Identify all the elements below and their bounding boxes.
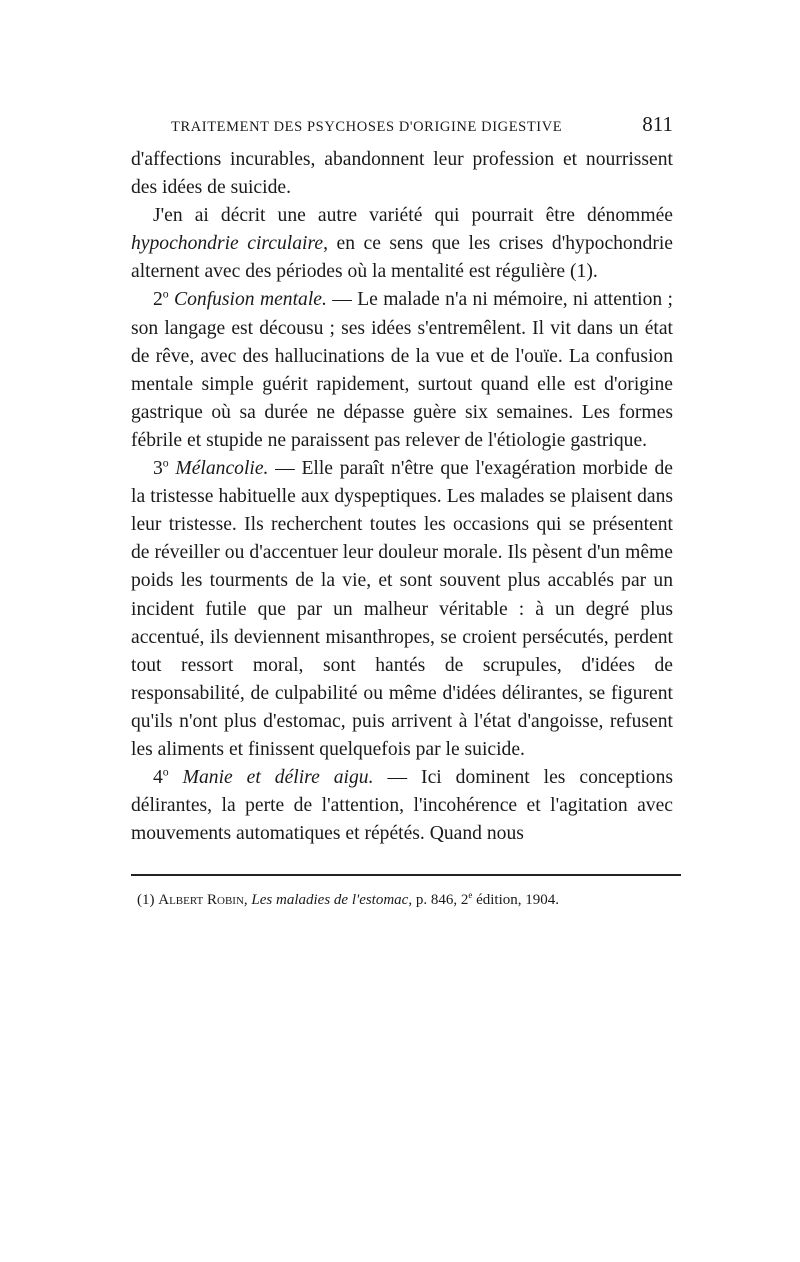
section-heading: Mélancolie. (175, 458, 269, 480)
footnote-edition-sup: e (468, 890, 473, 901)
footnote-separator: , (243, 892, 252, 909)
paragraph-text: , en ce sens que les crises d'hypochondrie alternent avec des périodes où la mentalité est régulière (1). (131, 233, 673, 283)
paragraph-text: — Ici dominent les conceptions délirantes, la perte de l'attention, l'incohérence et l'agitation avec mouvements automatiques et répétés. Quand nous (131, 767, 673, 845)
paragraph-hypochondrie (131, 202, 673, 286)
section-number: 4 (153, 767, 163, 789)
running-head (171, 112, 673, 146)
paragraph-text: d'affections incurables, abandonnent leur profession et nourrissent des idées de suicide. (131, 149, 673, 199)
paragraph-text: — Elle paraît n'être que l'exagération morbide de la tristesse habituelle aux dyspeptiques. Les malades se plaisent dans leur tristesse. Ils recherchent toutes les occasions qui se présentent de réveiller ou d'accentuer leur douleur morale. Ils pèsent d'un même poids les tourments de la vie, et sont souvent plus accablés par un incident futile que par un malheur véritable : à un degré plus accentué, ils deviennent misanthropes, se croient persécutés, perdent tout ressort moral, sont hantés de scrupules, d'idées de responsabilité, de culpabilité ou même d'idées délirantes, se figurent qu'ils n'ont plus d'estomac, puis arrivent à l'état d'angoisse, refusent les aliments et finissent quelquefois par le suicide. (131, 458, 673, 760)
section-confusion-mentale (131, 286, 673, 455)
footnote-rule (131, 874, 681, 876)
section-number-sup: o (162, 287, 169, 301)
footnote-citation: , p. 846, 2 (408, 892, 469, 909)
section-melancolie (131, 455, 673, 764)
footnote-marker: (1) (137, 892, 159, 909)
page-number: 811 (642, 112, 673, 136)
section-number-sup: o (162, 765, 169, 779)
italic-term: hypochondrie circulaire (131, 233, 324, 255)
section-number: 2 (153, 289, 163, 311)
section-heading: Manie et délire aigu. (182, 767, 374, 789)
footnote (137, 890, 673, 910)
running-title: TRAITEMENT DES PSYCHOSES D'ORIGINE DIGESTIVE (171, 119, 563, 135)
paragraph-text: J'en ai décrit une autre variété qui pourrait être dénommée (153, 205, 673, 227)
footnote-author: Albert Robin (158, 892, 244, 909)
section-number-sup: o (162, 456, 169, 470)
footnote-title: Les maladies de l'estomac (251, 892, 409, 909)
book-page (131, 112, 673, 910)
section-heading: Confusion mentale. (174, 289, 327, 311)
paragraph-continuation (131, 146, 673, 202)
body-text (131, 146, 673, 848)
section-manie (131, 764, 673, 848)
section-number: 3 (153, 458, 163, 480)
paragraph-text: — Le malade n'a ni mémoire, ni attention ; son langage est décousu ; ses idées s'entremêlent. Il vit dans un état de rêve, avec des hallucinations de la vue et de l'ouïe. La confusion mentale simple guérit rapidement, surtout quand elle est d'origine gastrique où sa durée ne dépasse guère six semaines. Les formes fébrile et stupide ne paraissent pas relever de l'étiologie gastrique. (131, 289, 673, 451)
footnote-citation-end: édition, 1904. (472, 892, 560, 909)
